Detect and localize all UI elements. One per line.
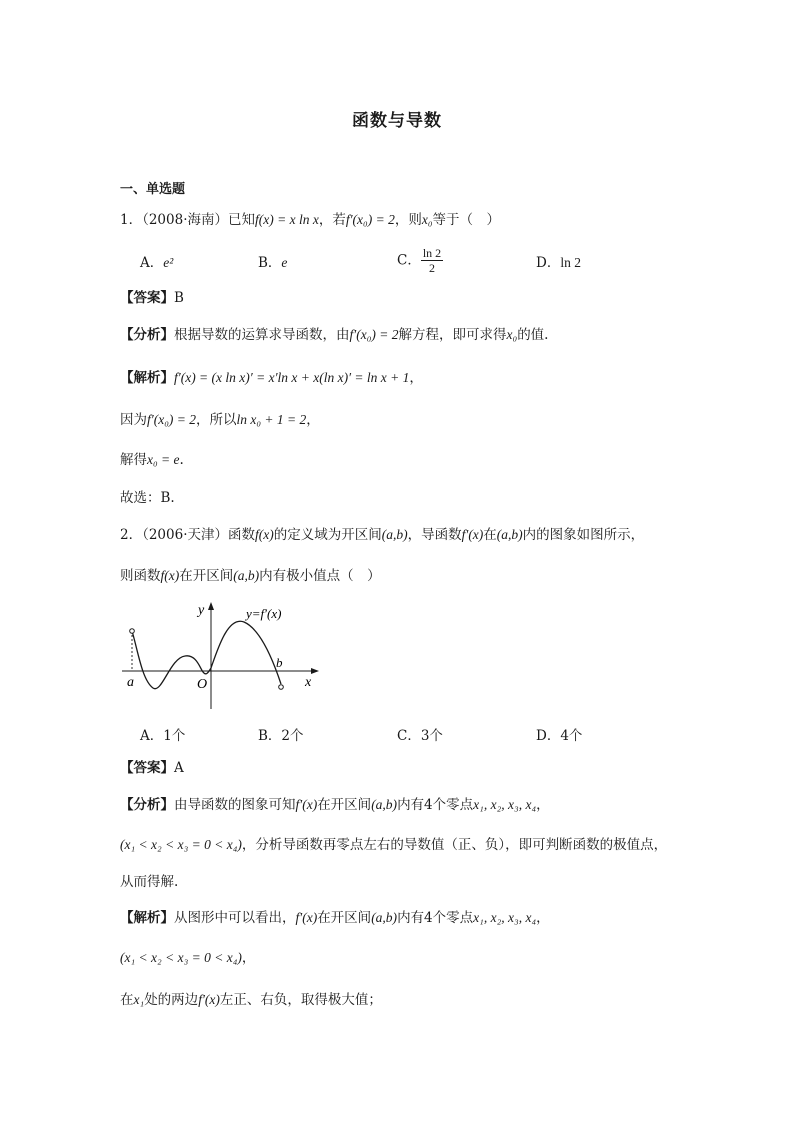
math-expression: f′(x) (198, 992, 220, 1007)
option-label: D． (536, 255, 561, 271)
option-a (140, 253, 173, 273)
origin-label: O (197, 677, 208, 692)
option-label: A． (140, 255, 164, 271)
option-label: C． (397, 252, 421, 269)
page-title: 函数与导数 (352, 111, 442, 131)
text: 的定义域为开区间 (273, 527, 382, 543)
question-number: 1． (120, 212, 143, 228)
answer-value: A (174, 760, 184, 776)
math-expression: (a,b) (371, 910, 398, 925)
solution-line (120, 908, 550, 928)
text: 在 (483, 527, 497, 543)
text: 解方程，即可求得 (398, 327, 507, 343)
text: 则函数 (120, 568, 161, 584)
fraction-denominator: 2 (429, 261, 436, 275)
analysis-line (120, 795, 550, 815)
question-source: （2006·天津）函数 (142, 527, 255, 543)
x-axis-label: x (305, 675, 312, 690)
text: 处的两边 (144, 992, 199, 1008)
text: 内有极小值点（ ） (259, 568, 381, 584)
option-b (258, 253, 287, 273)
option-label: A． (140, 728, 164, 744)
text: 内的图象如图所示， (522, 527, 645, 543)
answer-tag: 【答案】 (120, 760, 174, 776)
text: ，则 (394, 212, 422, 228)
text: ， (536, 797, 550, 813)
solution-line (120, 368, 423, 388)
section-heading: 一、单选题 (120, 182, 186, 197)
text: ，分析导函数再零点左右的导数值（正、负），即可判断函数的极值点， (241, 837, 668, 853)
solution-tag: 【解析】 (120, 910, 174, 926)
text: 的值. (517, 327, 549, 343)
analysis-line-2 (120, 835, 667, 855)
analysis-line (120, 325, 548, 345)
option-c (397, 726, 443, 746)
option-d (536, 726, 582, 746)
math-expression: f′(x) = (x ln x)′ = x′ln x + x(ln x)′ = ln x + 1 (174, 370, 410, 385)
option-value: e² (163, 255, 174, 270)
y-axis-label: y (198, 603, 205, 618)
option-label: B． (258, 255, 282, 271)
a-label: a (127, 675, 134, 690)
x-axis-arrow (311, 668, 319, 674)
text: ，所以 (196, 412, 237, 428)
text: 在开区间 (317, 910, 372, 926)
option-value: 2个 (281, 728, 304, 744)
text: 在 (120, 992, 134, 1008)
derivative-graph (110, 596, 330, 714)
option-label: D． (536, 728, 561, 744)
b-label: b (276, 655, 283, 670)
answer-line (120, 758, 184, 778)
math-expression: f′(x) (295, 797, 318, 812)
answer-value: B (174, 290, 184, 306)
math-expression: (a,b) (381, 527, 408, 542)
math-expression: x₁, x₂, x₃, x₄ (473, 797, 537, 812)
option-value: 1个 (163, 728, 186, 744)
math-expression: x₁, x₂, x₃, x₄ (473, 910, 537, 925)
text: ， (241, 950, 256, 966)
conclusion-line: 故选：B. (120, 490, 175, 506)
option-d (536, 253, 581, 273)
math-expression: (a,b) (233, 568, 260, 583)
question-1-stem (120, 210, 500, 230)
text: ，导函数 (407, 527, 462, 543)
text: ， (409, 370, 423, 386)
math-expression: f(x) (160, 568, 180, 583)
curve-label: y=f′(x) (246, 606, 282, 621)
fraction (421, 246, 443, 275)
option-label: C． (397, 728, 421, 744)
option-value: ln 2 (560, 255, 581, 270)
solution-line-3 (120, 990, 382, 1010)
endpoint-b-circle (279, 685, 284, 690)
math-expression: (a,b) (496, 527, 523, 542)
analysis-tag: 【分析】 (120, 327, 174, 343)
answer-line (120, 288, 184, 308)
math-expression: f′(x) (295, 910, 318, 925)
text: 根据导数的运算求导函数，由 (174, 327, 350, 343)
question-2-stem-line-2 (120, 566, 381, 586)
question-source: （2008·海南）已知 (142, 212, 255, 228)
answer-tag: 【答案】 (120, 290, 174, 306)
variable-x0: x₀ (421, 212, 433, 227)
math-expression: f′(x) (461, 527, 484, 542)
text: ， (536, 910, 550, 926)
math-expression: ln x₀ + 1 = 2 (236, 412, 307, 427)
solution-line-2 (120, 948, 255, 968)
math-expression: x₁ (133, 992, 145, 1007)
text: 内有4个零点 (397, 797, 474, 813)
text: ， (306, 412, 320, 428)
option-a (140, 726, 185, 746)
option-value: 3个 (420, 728, 443, 744)
y-axis-arrow (208, 602, 214, 610)
option-value: 4个 (560, 728, 583, 744)
math-expression: f′(x₀) = 2 (349, 327, 399, 342)
analysis-tag: 【分析】 (120, 797, 174, 813)
condition-expression: f′(x₀) = 2 (345, 212, 395, 227)
question-ask: 等于（ ） (432, 212, 501, 228)
math-expression: f′(x₀) = 2 (147, 412, 196, 427)
solution-tag: 【解析】 (120, 370, 174, 386)
analysis-line-3: 从而得解. (120, 874, 179, 890)
math-expression: (x₁ < x₂ < x₃ = 0 < x₄) (120, 837, 242, 852)
question-2-stem (120, 525, 644, 545)
text: 解得 (120, 452, 147, 468)
text: ，若 (318, 212, 346, 228)
solution-step-3 (120, 450, 184, 470)
text: . (179, 452, 184, 468)
text: 从图形中可以看出， (174, 910, 296, 926)
text: 左正、右负，取得极大值； (219, 992, 382, 1008)
fraction-numerator: ln 2 (422, 246, 442, 260)
text: 由导函数的图象可知 (174, 797, 296, 813)
option-c (397, 246, 443, 275)
text: 在开区间 (317, 797, 372, 813)
text: 内有4个零点 (397, 910, 474, 926)
function-definition: f(x) = x ln x (255, 212, 319, 227)
math-expression: (x₁ < x₂ < x₃ = 0 < x₄) (120, 950, 242, 965)
math-expression: f(x) (255, 527, 274, 542)
text: 在开区间 (179, 568, 234, 584)
text: 因为 (120, 412, 147, 428)
endpoint-a-circle (130, 629, 135, 634)
math-expression: x₀ (506, 327, 518, 342)
option-value: e (281, 255, 288, 270)
math-expression: x₀ = e (147, 452, 180, 467)
question-number: 2． (120, 527, 143, 543)
option-label: B． (258, 728, 282, 744)
solution-step-2 (120, 410, 320, 430)
option-b (258, 726, 304, 746)
math-expression: (a,b) (371, 797, 398, 812)
